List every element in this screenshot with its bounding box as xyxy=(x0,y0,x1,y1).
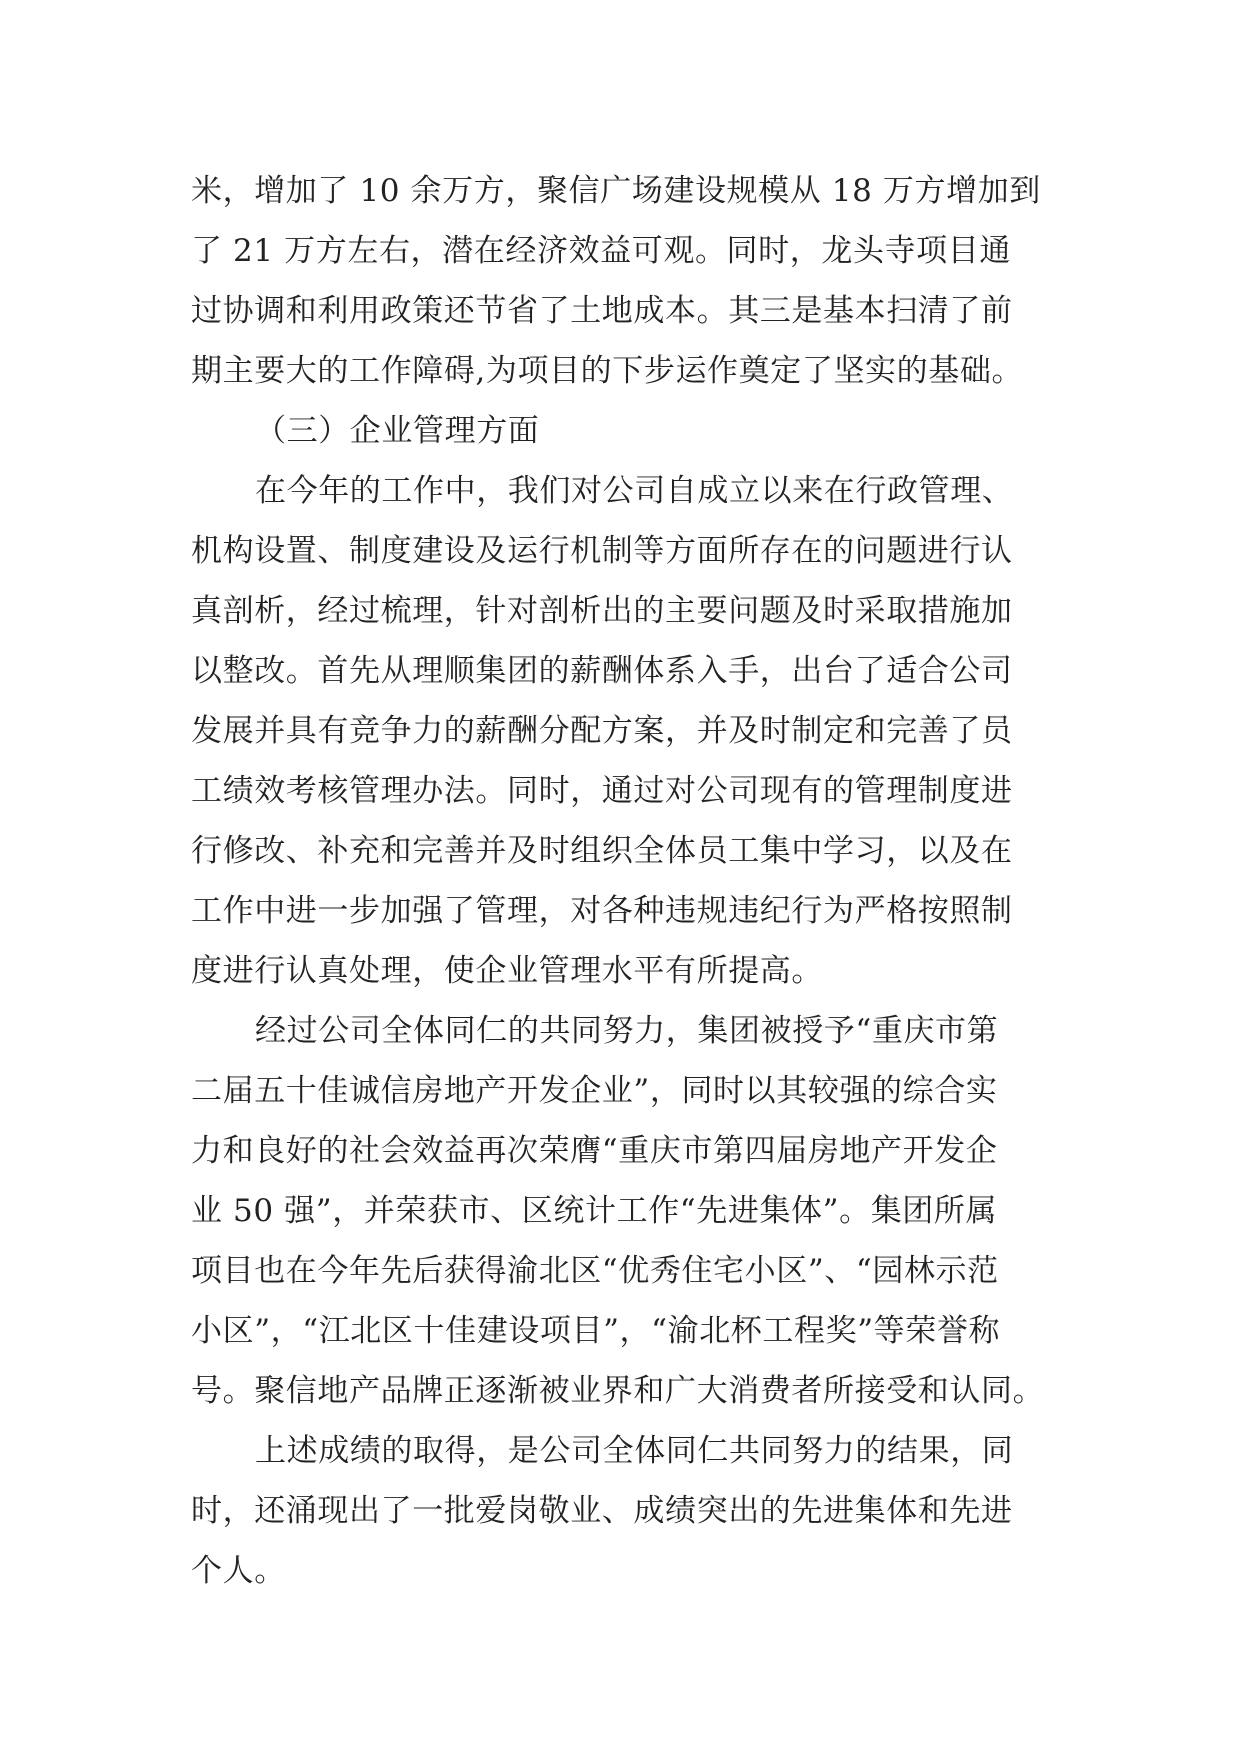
section-heading: （三）企业管理方面 xyxy=(255,413,540,449)
document-body xyxy=(191,161,1051,1601)
paragraph-first-line: 经过公司全体同仁的共同努力，集团被授予“重庆市第 xyxy=(255,1013,999,1049)
text-line: 工作中进一步加强了管理，对各种违规违纪行为严格按照制 xyxy=(191,893,1013,929)
text-line: 二届五十佳诚信房地产开发企业”，同时以其较强的综合实 xyxy=(191,1073,998,1109)
text-line: 行修改、补充和完善并及时组织全体员工集中学习，以及在 xyxy=(191,833,1013,869)
paragraph-first-line: 上述成绩的取得，是公司全体同仁共同努力的结果，同 xyxy=(255,1433,1014,1469)
text-line: 工绩效考核管理办法。同时，通过对公司现有的管理制度进 xyxy=(191,773,1013,809)
paragraph-first-line: 在今年的工作中，我们对公司自成立以来在行政管理、 xyxy=(255,473,1014,509)
text-line: 号。聚信地产品牌正逐渐被业界和广大消费者所接受和认同。 xyxy=(191,1373,1045,1409)
text-line: 机构设置、制度建设及运行机制等方面所存在的问题进行认 xyxy=(191,533,1013,569)
text-line: 发展并具有竞争力的薪酬分配方案，并及时制定和完善了员 xyxy=(191,713,1013,749)
text-line: 度进行认真处理，使企业管理水平有所提高。 xyxy=(191,953,823,989)
text-line: 小区”，“江北区十佳建设项目”，“渝北杯工程奖”等荣誉称 xyxy=(191,1313,1001,1349)
text-line: 业 50 强”，并荣获市、区统计工作“先进集体”。集团所属 xyxy=(191,1193,998,1229)
text-line: 项目也在今年先后获得渝北区“优秀住宅小区”、“园林示范 xyxy=(191,1253,999,1289)
text-line: 真剖析，经过梳理，针对剖析出的主要问题及时采取措施加 xyxy=(191,593,1013,629)
text-line: 时，还涌现出了一批爱岗敬业、成绩突出的先进集体和先进 xyxy=(191,1493,1013,1529)
text-line: 力和良好的社会效益再次荣膺“重庆市第四届房地产开发企 xyxy=(191,1133,998,1169)
text-line: 过协调和利用政策还节省了土地成本。其三是基本扫清了前 xyxy=(191,293,1013,329)
text-line: 个人。 xyxy=(191,1553,286,1589)
text-line: 以整改。首先从理顺集团的薪酬体系入手，出台了适合公司 xyxy=(191,653,1013,689)
text-line: 期主要大的工作障碍,为项目的下步运作奠定了坚实的基础。 xyxy=(191,353,1024,389)
text-line: 米，增加了 10 余万方，聚信广场建设规模从 18 万方增加到 xyxy=(191,173,1041,209)
text-line: 了 21 万方左右，潜在经济效益可观。同时，龙头寺项目通 xyxy=(191,233,1011,269)
